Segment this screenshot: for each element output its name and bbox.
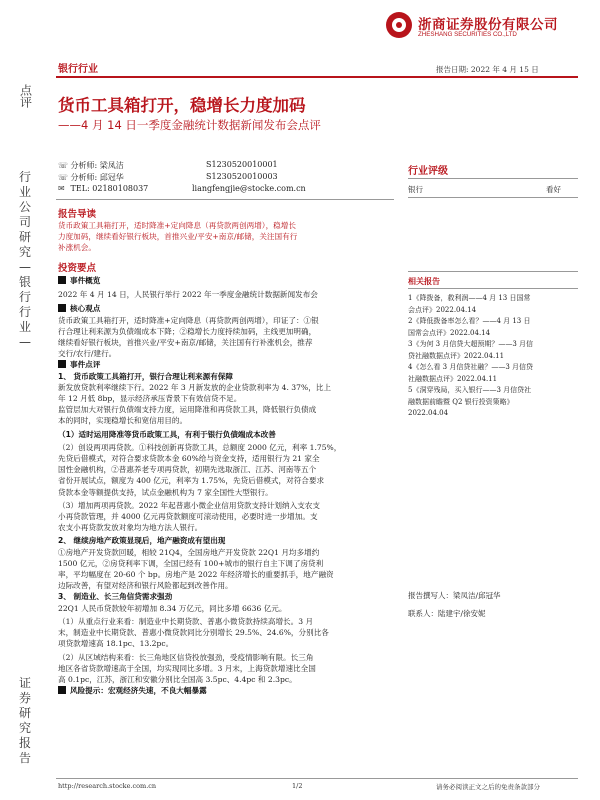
- side-label-char: 券: [18, 691, 31, 705]
- company-name-en: ZHESHANG SECURITIES CO.,LTD: [418, 31, 517, 38]
- point-1b-line: 贷款本金等额提供支持，试点金融机构为 7 家全国性大型银行。: [58, 487, 273, 497]
- related-report-item[interactable]: 5《洞穿残局，买入银行——3 月信贷社: [408, 386, 532, 394]
- side-label-char: 究: [18, 721, 31, 735]
- point-2-line: 边际改善，有望对经济和银行风险都起到改善作用。: [58, 581, 233, 591]
- company-name-cn: 浙商证券股份有限公司: [418, 17, 558, 33]
- rating-bottom-divider: [408, 197, 578, 198]
- guide-line: 补涨机会。: [58, 243, 96, 252]
- analyst-name: 分析师: 邱冠华: [70, 173, 124, 182]
- point-3b-line: 地区各省贷款增速高于全国，均实现同比多增。3 月末，上海贷款增速比全国: [58, 663, 316, 673]
- report-writers: 报告撰写人：梁凤洁/邱冠华: [408, 591, 501, 600]
- side-label-char: —: [19, 260, 31, 274]
- related-report-item: 贷社融数据点评》2022.04.11: [408, 351, 505, 360]
- side-label-top-text: 点评: [18, 84, 33, 108]
- phone-icon: ☏: [58, 173, 69, 182]
- side-label-bottom: [14, 676, 36, 766]
- side-label-char: 行: [18, 170, 31, 184]
- side-label-char: 究: [18, 245, 31, 259]
- related-report-item: 社融数据点评》2022.04.11: [408, 374, 498, 383]
- point-2-line: ①房地产开发贷款回暖，相较 21Q4，全国房地产开发贷款 22Q1 月均多增约: [58, 547, 320, 557]
- analyst-row: [58, 172, 124, 183]
- point-3a-line: 末，制造业中长期贷款、普惠小微贷款同比分别增长 29.5%、24.6%，分别比各: [58, 628, 329, 638]
- side-label-char: 研: [18, 230, 31, 244]
- footer-disclaimer: 请务必阅读正文之后的免责条款部分: [436, 783, 540, 791]
- point-3b-line: 高 0.1pc，江苏，浙江和安徽分别比全国高 3.5pc、4.4pc 和 2.3pc。: [58, 674, 297, 684]
- risk-text: 风险提示：宏观经济失速，不良大幅暴露: [70, 686, 207, 696]
- mail-icon: ✉: [58, 184, 65, 193]
- side-label-char: 公: [18, 200, 31, 214]
- rating-value: 看好: [546, 185, 561, 194]
- core-view-line: 交行/农行/建行。: [58, 349, 117, 359]
- point-3b-line: （2）从区域结构来看：长三角地区信贷投放强劲，受疫情影响有限。长三角: [58, 652, 314, 662]
- side-label-char: 行: [18, 290, 31, 304]
- point-1-heading: 1、 货币政策工具箱打开，银行合理让利来源有保障: [58, 371, 233, 381]
- section-title: 核心观点: [70, 304, 101, 314]
- side-label-char: 报: [18, 736, 31, 750]
- footer-divider: [56, 778, 578, 779]
- analyst-email[interactable]: liangfengjie@stocke.com.cn: [192, 184, 306, 193]
- side-label-char: 研: [18, 706, 31, 720]
- risk-warning: [58, 685, 398, 696]
- related-report-item: 融数据前瞻暨 Q2 银行投资策略》: [408, 397, 514, 406]
- point-1-line: 本的同时，实现稳增长和宽信用目的。: [58, 416, 188, 426]
- analyst-name: 分析师: 梁凤洁: [70, 161, 124, 170]
- point-3-line: 22Q1 人民币贷款较年初增加 8.34 万亿元，同比多增 6636 亿元。: [58, 603, 287, 613]
- related-heading: 相关报告: [408, 277, 440, 286]
- report-date: 报告日期: 2022 年 4 月 15 日: [436, 65, 539, 74]
- point-1c-line: （3）增加两项再贷款。2022 年起普惠小微企业信用贷款支持计划纳入支农支: [58, 500, 320, 510]
- point-3a-line: （1）从重点行业来看：制造业中长期贷款、普惠小微贷款持续高增长。3 月: [58, 616, 314, 626]
- side-label-char: 证: [18, 676, 31, 690]
- point-3-heading: 3、 制造业、长三角信贷需求强劲: [58, 592, 173, 602]
- square-bullet-icon: [58, 686, 66, 694]
- analyst-divider: [56, 199, 394, 200]
- analyst-id: S1230520010001: [206, 160, 278, 169]
- point-1-line: 监管层加大对银行负债端支持力度，运用降准和再贷款工具，降低银行负债成: [58, 405, 317, 415]
- section-event-overview: [58, 275, 398, 286]
- analyst-tel: TEL: 02180108037: [70, 184, 149, 193]
- point-1-line: 新发放贷款利率继续下行。2022 年 3 月新发放的企业贷款利率为 4. 37%，比上: [58, 382, 331, 392]
- point-1c-line: 农支小再贷款发放对象均为地方法人银行。: [58, 523, 203, 533]
- points-body: [58, 275, 398, 696]
- phone-icon: ☏: [58, 161, 69, 170]
- point-1b-line: 先贷后借模式，对符合要求贷款本金 60%给与资金支持，适用银行为 21 家全: [58, 454, 320, 464]
- section-title: 事件概览: [70, 276, 101, 285]
- related-report-item: 会点评》2022.04.14: [408, 305, 477, 314]
- guide-line: 力度加码，继续看好银行板块，首推兴业/平安+南京/邮储，关注国有行: [58, 232, 298, 241]
- guide-heading: 报告导读: [58, 209, 97, 220]
- side-label-char: 行: [18, 305, 31, 319]
- square-bullet-icon: [58, 360, 66, 368]
- point-1b-line: 国性金融机构，②普惠养老专项再贷款，初期先选取浙江、江苏、河南等五个: [58, 465, 317, 475]
- guide-text: [58, 220, 398, 253]
- core-view-line: 行合理让利来源为负债端成本下降；②稳增长力度持续加码，主线更加明确，: [58, 326, 317, 336]
- square-bullet-icon: [58, 304, 66, 312]
- point-1a-heading: （1）适时运用降准等货币政策工具，有利于银行负债端成本改善: [58, 429, 276, 439]
- square-bullet-icon: [58, 276, 66, 284]
- related-top-divider: [408, 271, 578, 272]
- analyst-contact-row: [58, 184, 148, 193]
- event-overview-text: 2022 年 4 月 14 日，人民银行举行 2022 年一季度金融统计数据新闻发布会: [58, 290, 318, 300]
- section-event-comment: [58, 359, 398, 370]
- side-label-char: 业: [18, 185, 31, 199]
- side-label-top: [14, 84, 36, 108]
- side-label-char: 业: [18, 320, 31, 334]
- rating-heading: 行业评级: [408, 166, 448, 177]
- related-reports-list: [408, 293, 578, 420]
- header-divider: [56, 76, 578, 78]
- side-label-middle: [14, 170, 36, 350]
- page-number: 1/2: [292, 782, 303, 790]
- rating-divider: [408, 178, 578, 179]
- footer-url[interactable]: http://research.stocke.com.cn: [58, 782, 157, 790]
- analyst-id: S1230520010003: [206, 172, 278, 181]
- company-logo: [386, 10, 596, 46]
- point-2-line: 率，平均幅度在 20-60 个 bp。房地产是 2022 年经济增长的重要抓手，地产融资: [58, 570, 334, 580]
- report-title: 货币工具箱打开，稳增长力度加码: [58, 96, 306, 115]
- related-report-item: 国常会点评》2022.04.14: [408, 328, 491, 337]
- point-1c-line: 小再贷款管理，并 4000 亿元再贷款额度可滚动使用，必要时进一步增加。支: [58, 512, 318, 522]
- rating-label: 银行: [408, 185, 423, 194]
- core-view-line: 继续看好银行板块，首推兴业/平安+南京/邮储，关注国有行补涨机会，推荐: [58, 338, 313, 348]
- related-report-item[interactable]: 2022.04.04: [408, 409, 449, 417]
- company-logo-icon: [386, 12, 412, 38]
- point-1b-line: 省份开展试点，额度为 400 亿元，利率为 1.75%，先贷后借模式，对符合要求: [58, 476, 325, 486]
- report-contacts: 联系人：陆建宇/徐安妮: [408, 609, 486, 618]
- related-report-item[interactable]: 3《为何 3 月信贷大超预期？——3 月信: [408, 340, 534, 348]
- side-label-char: 银: [18, 275, 31, 289]
- point-3a-line: 项贷款增速高 18.1pc、13.2pc。: [58, 639, 174, 649]
- section-title: 事件点评: [70, 360, 101, 370]
- related-report-item[interactable]: 1《降拨备，救利润——4 月 13 日国常: [408, 294, 531, 302]
- point-2-heading: 2、 继续房地产政策显现后，地产融资成有望出现: [58, 536, 226, 546]
- related-divider: [408, 288, 578, 289]
- report-subtitle: ——4 月 14 日一季度金融统计数据新闻发布会点评: [58, 118, 321, 132]
- point-1-line: 年 12 月低 8bp，显示经济承压背景下有效信贷不足。: [58, 394, 242, 404]
- related-report-item[interactable]: 2《降低拨备率怎么看？——4 月 13 日: [408, 317, 531, 325]
- point-2-line: 1500 亿元，②房贷利率下调，全国已经有 100+城市的银行自主下调了房贷利: [58, 558, 324, 568]
- points-heading: 投资要点: [58, 263, 97, 274]
- guide-line: 货币政策工具箱打开，适时降准+定向降息（再贷款两创两增），稳增长: [58, 221, 296, 230]
- analyst-row: [58, 160, 124, 171]
- core-view-line: 货币政策工具箱打开，适时降准+定向降息（再贷款两创两增），印证了：①银: [58, 315, 319, 325]
- section-core-view: [58, 303, 398, 314]
- point-1b-line: （2）创设两项再贷款。①科技创新再贷款工具，总额度 2000 亿元，利率 1.75%，: [58, 442, 342, 452]
- side-label-char: 告: [18, 751, 31, 765]
- side-label-char: 司: [18, 215, 31, 229]
- related-report-item[interactable]: 4《怎么看 3 月信贷社融？——3 月信贷: [408, 363, 534, 371]
- industry-label: 银行行业: [58, 64, 98, 75]
- side-label-char: —: [19, 335, 31, 349]
